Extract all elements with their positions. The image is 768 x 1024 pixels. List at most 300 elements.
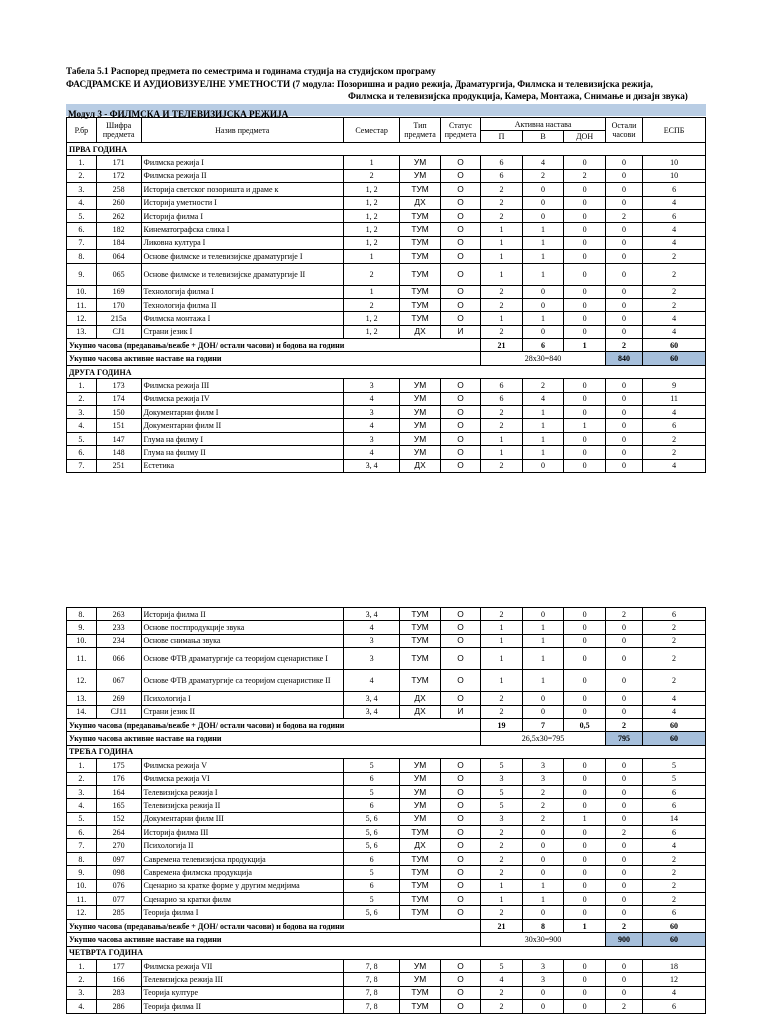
course-name: Филмска режија IV (141, 392, 343, 405)
don: 1 (564, 419, 606, 432)
course-status: О (440, 866, 480, 879)
table-row (67, 812, 706, 825)
row-number: 9. (67, 263, 97, 285)
course-status: О (440, 973, 480, 986)
don: 0 (564, 692, 606, 705)
course-type: УМ (400, 785, 440, 798)
other-hours: 0 (605, 298, 642, 311)
other-hours: 0 (605, 634, 642, 647)
course-status: О (440, 785, 480, 798)
course-code: 270 (96, 839, 141, 852)
espb: 4 (643, 325, 706, 338)
semester: 6 (343, 799, 399, 812)
semester: 1, 2 (343, 223, 399, 236)
course-name: Историја уметности I (141, 196, 343, 209)
course-code: 147 (96, 432, 141, 445)
table-row (67, 446, 706, 459)
course-code: 175 (96, 759, 141, 772)
don: 0 (564, 156, 606, 169)
course-type: УМ (400, 759, 440, 772)
don: 0 (564, 621, 606, 634)
other-hours: 0 (605, 785, 642, 798)
semester: 1 (343, 156, 399, 169)
course-code: 215а (96, 312, 141, 325)
other-hours: 0 (605, 263, 642, 285)
lectures: 1 (481, 893, 523, 906)
other-hours: 0 (605, 986, 642, 999)
course-status: О (440, 285, 480, 298)
don: 0 (564, 446, 606, 459)
row-number: 6. (67, 446, 97, 459)
semester: 3, 4 (343, 608, 399, 621)
course-code: 067 (96, 670, 141, 692)
course-name: Страни језик I (141, 325, 343, 338)
lectures: 5 (481, 785, 523, 798)
other-hours: 0 (605, 812, 642, 825)
course-type: ДХ (400, 459, 440, 472)
active-hours-formula: 28x30=840 (481, 352, 606, 365)
other-hours: 0 (605, 852, 642, 865)
other-hours: 0 (605, 325, 642, 338)
course-type: ДХ (400, 839, 440, 852)
table-row (67, 298, 706, 311)
course-name: Филмска режија I (141, 156, 343, 169)
course-type: ТУМ (400, 183, 440, 196)
course-status: О (440, 432, 480, 445)
course-code: 264 (96, 826, 141, 839)
exercises: 3 (522, 759, 564, 772)
exercises: 1 (522, 634, 564, 647)
row-number: 8. (67, 852, 97, 865)
totals-value: 6 (522, 339, 564, 352)
exercises: 0 (522, 459, 564, 472)
lectures: 1 (481, 263, 523, 285)
row-number: 6. (67, 223, 97, 236)
row-number: 14. (67, 705, 97, 718)
row-number: 8. (67, 250, 97, 263)
course-name: Документарни филм II (141, 419, 343, 432)
other-hours: 0 (605, 705, 642, 718)
course-code: 173 (96, 379, 141, 392)
course-name: Ликовна култура I (141, 236, 343, 249)
course-name: Сценарио за кратке форме у другим медијима (141, 879, 343, 892)
course-status: О (440, 156, 480, 169)
don: 0 (564, 705, 606, 718)
other-hours: 0 (605, 312, 642, 325)
don: 0 (564, 799, 606, 812)
row-number: 6. (67, 826, 97, 839)
don: 0 (564, 866, 606, 879)
exercises: 0 (522, 183, 564, 196)
table-row (67, 196, 706, 209)
espb: 2 (643, 634, 706, 647)
course-name: Телевизијска режија II (141, 799, 343, 812)
table-row (67, 392, 706, 405)
course-status: О (440, 879, 480, 892)
course-status: О (440, 392, 480, 405)
course-name: Савремена филмска продукција (141, 866, 343, 879)
row-number: 1. (67, 759, 97, 772)
don: 0 (564, 772, 606, 785)
course-type: ТУМ (400, 634, 440, 647)
semester: 5, 6 (343, 839, 399, 852)
course-type: УМ (400, 392, 440, 405)
lectures: 1 (481, 634, 523, 647)
semester: 1, 2 (343, 325, 399, 338)
col-ostali: Остали часови (605, 118, 642, 143)
course-code: 286 (96, 1000, 141, 1013)
course-code: 283 (96, 986, 141, 999)
course-status: О (440, 419, 480, 432)
espb: 6 (643, 608, 706, 621)
exercises: 3 (522, 772, 564, 785)
exercises: 0 (522, 1000, 564, 1013)
semester: 1, 2 (343, 236, 399, 249)
semester: 6 (343, 852, 399, 865)
course-status: О (440, 621, 480, 634)
other-hours: 0 (605, 959, 642, 972)
other-hours: 2 (605, 1000, 642, 1013)
semester: 3, 4 (343, 705, 399, 718)
year-title: ЧЕТВРТА ГОДИНА (67, 946, 706, 959)
espb: 4 (643, 406, 706, 419)
year-title: ДРУГА ГОДИНА (67, 365, 706, 378)
exercises: 1 (522, 419, 564, 432)
course-code: 184 (96, 236, 141, 249)
table-row (67, 419, 706, 432)
course-type: ТУМ (400, 236, 440, 249)
course-name: Основе снимања звука (141, 634, 343, 647)
col-p: П (481, 131, 523, 143)
course-code: 233 (96, 621, 141, 634)
active-hours-total: 900 (605, 933, 642, 946)
espb: 4 (643, 705, 706, 718)
course-status: О (440, 196, 480, 209)
don: 0 (564, 263, 606, 285)
lectures: 1 (481, 223, 523, 236)
semester: 3 (343, 634, 399, 647)
lectures: 6 (481, 156, 523, 169)
course-type: ТУМ (400, 312, 440, 325)
course-name: Историја филма III (141, 826, 343, 839)
table-row (67, 621, 706, 634)
lectures: 2 (481, 209, 523, 222)
col-naziv: Назив предмета (141, 118, 343, 143)
lectures: 5 (481, 959, 523, 972)
course-name: Теорија филма I (141, 906, 343, 919)
row-number: 7. (67, 839, 97, 852)
course-type: ДХ (400, 325, 440, 338)
course-type: ТУМ (400, 223, 440, 236)
totals-value: 60 (643, 339, 706, 352)
course-type: ТУМ (400, 906, 440, 919)
row-number: 5. (67, 209, 97, 222)
espb: 6 (643, 826, 706, 839)
course-code: 171 (96, 156, 141, 169)
totals-label: Укупно часова (предавања/вежбе + ДОН/ остали часови) и бодова на години (67, 919, 481, 932)
course-name: Кинематографска слика I (141, 223, 343, 236)
course-code: 097 (96, 852, 141, 865)
course-code: 165 (96, 799, 141, 812)
don: 0 (564, 959, 606, 972)
lectures: 2 (481, 459, 523, 472)
don: 0 (564, 196, 606, 209)
course-type: ТУМ (400, 263, 440, 285)
espb: 2 (643, 852, 706, 865)
year2-body (67, 365, 706, 472)
lectures: 4 (481, 973, 523, 986)
table-row (67, 852, 706, 865)
semester: 7, 8 (343, 973, 399, 986)
don: 0 (564, 893, 606, 906)
course-name: Основе постпродукције звука (141, 621, 343, 634)
col-tip: Тип предмета (400, 118, 440, 143)
course-name: Психологија II (141, 839, 343, 852)
course-name: Историја филма II (141, 608, 343, 621)
other-hours: 0 (605, 879, 642, 892)
don: 0 (564, 785, 606, 798)
table-caption: Табела 5.1 Распоред предмета по семестрима и годинама студија на студијском програму (66, 66, 436, 76)
active-hours-total: 840 (605, 352, 642, 365)
don: 0 (564, 312, 606, 325)
course-code: 234 (96, 634, 141, 647)
course-code: 263 (96, 608, 141, 621)
course-code: 260 (96, 196, 141, 209)
lectures: 6 (481, 379, 523, 392)
espb: 2 (643, 298, 706, 311)
col-espb: ЕСПБ (643, 118, 706, 143)
table-row (67, 209, 706, 222)
totals-label: Укупно часова (предавања/вежбе + ДОН/ остали часови) и бодова на години (67, 718, 481, 731)
other-hours: 0 (605, 285, 642, 298)
semester: 2 (343, 298, 399, 311)
lectures: 2 (481, 866, 523, 879)
espb: 6 (643, 209, 706, 222)
exercises: 2 (522, 785, 564, 798)
course-name: Филмска режија III (141, 379, 343, 392)
exercises: 0 (522, 852, 564, 865)
lectures: 1 (481, 446, 523, 459)
course-type: ТУМ (400, 621, 440, 634)
table-row (67, 285, 706, 298)
course-status: О (440, 250, 480, 263)
don: 0 (564, 236, 606, 249)
lectures: 1 (481, 312, 523, 325)
espb: 10 (643, 169, 706, 182)
espb: 4 (643, 459, 706, 472)
course-type: ТУМ (400, 879, 440, 892)
course-type: ТУМ (400, 250, 440, 263)
espb: 4 (643, 223, 706, 236)
course-status: О (440, 379, 480, 392)
course-code: 066 (96, 648, 141, 670)
exercises: 0 (522, 866, 564, 879)
espb: 6 (643, 1000, 706, 1013)
row-number: 8. (67, 608, 97, 621)
row-number: 12. (67, 670, 97, 692)
course-name: Филмска режија VII (141, 959, 343, 972)
course-code: 170 (96, 298, 141, 311)
course-status: О (440, 799, 480, 812)
don: 0 (564, 298, 606, 311)
table-row (67, 705, 706, 718)
exercises: 1 (522, 446, 564, 459)
totals-value: 2 (605, 718, 642, 731)
table-row (67, 959, 706, 972)
other-hours: 0 (605, 648, 642, 670)
table-row (67, 973, 706, 986)
row-number: 4. (67, 196, 97, 209)
course-type: ТУМ (400, 986, 440, 999)
course-type: ТУМ (400, 608, 440, 621)
row-number: 2. (67, 973, 97, 986)
other-hours: 0 (605, 236, 642, 249)
row-number: 7. (67, 459, 97, 472)
semester: 5 (343, 759, 399, 772)
exercises: 4 (522, 392, 564, 405)
exercises: 0 (522, 196, 564, 209)
other-hours: 0 (605, 459, 642, 472)
semester: 3 (343, 432, 399, 445)
espb: 14 (643, 812, 706, 825)
course-type: ТУМ (400, 648, 440, 670)
other-hours: 0 (605, 692, 642, 705)
don: 2 (564, 169, 606, 182)
course-name: Страни језик II (141, 705, 343, 718)
course-name: Основе ФТВ драматургије са теоријом сценаристике I (141, 648, 343, 670)
row-number: 11. (67, 893, 97, 906)
course-code: 251 (96, 459, 141, 472)
exercises: 1 (522, 312, 564, 325)
course-status: О (440, 406, 480, 419)
exercises: 3 (522, 959, 564, 972)
lectures: 1 (481, 621, 523, 634)
semester: 5 (343, 893, 399, 906)
course-status: О (440, 648, 480, 670)
table-row (67, 1000, 706, 1013)
semester: 7, 8 (343, 986, 399, 999)
course-code: 262 (96, 209, 141, 222)
don: 0 (564, 906, 606, 919)
course-status: О (440, 446, 480, 459)
lectures: 2 (481, 419, 523, 432)
don: 0 (564, 406, 606, 419)
lectures: 1 (481, 250, 523, 263)
course-name: Савремена телевизијска продукција (141, 852, 343, 865)
row-number: 3. (67, 785, 97, 798)
exercises: 1 (522, 263, 564, 285)
exercises: 1 (522, 236, 564, 249)
active-hours-espb: 60 (643, 352, 706, 365)
semester: 5 (343, 785, 399, 798)
espb: 6 (643, 183, 706, 196)
year-title-row (67, 365, 706, 378)
course-code: 166 (96, 973, 141, 986)
lectures: 2 (481, 705, 523, 718)
exercises: 1 (522, 223, 564, 236)
course-code: 152 (96, 812, 141, 825)
year-title-row (67, 143, 706, 156)
course-type: ДХ (400, 196, 440, 209)
course-status: О (440, 183, 480, 196)
exercises: 2 (522, 799, 564, 812)
row-number: 5. (67, 432, 97, 445)
don: 0 (564, 1000, 606, 1013)
row-number: 13. (67, 692, 97, 705)
course-type: ТУМ (400, 866, 440, 879)
exercises: 0 (522, 839, 564, 852)
lectures: 1 (481, 236, 523, 249)
module-title: Модул 3 - ФИЛМСКА И ТЕЛЕВИЗИЈСКА РЕЖИЈА (68, 109, 289, 119)
course-status: О (440, 759, 480, 772)
active-hours-label: Укупно часова активне наставе на години (67, 352, 481, 365)
course-type: УМ (400, 379, 440, 392)
table-row (67, 312, 706, 325)
semester: 4 (343, 392, 399, 405)
lectures: 1 (481, 432, 523, 445)
course-status: О (440, 852, 480, 865)
table-row (67, 785, 706, 798)
lectures: 1 (481, 879, 523, 892)
lectures: 2 (481, 325, 523, 338)
semester: 3, 4 (343, 692, 399, 705)
totals-value: 19 (481, 718, 523, 731)
course-type: ТУМ (400, 285, 440, 298)
col-v: В (522, 131, 564, 143)
course-name: Глума на филму I (141, 432, 343, 445)
col-don: ДОН (564, 131, 606, 143)
year1-body (67, 143, 706, 366)
other-hours: 0 (605, 906, 642, 919)
course-status: О (440, 312, 480, 325)
table-row (67, 759, 706, 772)
semester: 1 (343, 285, 399, 298)
course-code: 148 (96, 446, 141, 459)
espb: 4 (643, 236, 706, 249)
totals-value: 1 (564, 339, 606, 352)
lectures: 2 (481, 839, 523, 852)
course-code: 177 (96, 959, 141, 972)
semester: 4 (343, 446, 399, 459)
other-hours: 2 (605, 209, 642, 222)
exercises: 0 (522, 705, 564, 718)
active-hours-espb: 60 (643, 933, 706, 946)
lectures: 5 (481, 799, 523, 812)
course-type: УМ (400, 812, 440, 825)
don: 0 (564, 759, 606, 772)
course-name: Основе филмске и телевизијске драматургије I (141, 250, 343, 263)
semester: 4 (343, 419, 399, 432)
espb: 5 (643, 772, 706, 785)
row-number: 13. (67, 325, 97, 338)
lectures: 6 (481, 392, 523, 405)
don: 0 (564, 648, 606, 670)
totals-row (67, 919, 706, 932)
active-hours-formula: 30x30=900 (481, 933, 606, 946)
active-hours-label: Укупно часова активне наставе на години (67, 933, 481, 946)
course-code: 098 (96, 866, 141, 879)
course-status: О (440, 692, 480, 705)
don: 1 (564, 812, 606, 825)
espb: 4 (643, 986, 706, 999)
course-code: 176 (96, 772, 141, 785)
totals-value: 60 (643, 919, 706, 932)
other-hours: 0 (605, 446, 642, 459)
row-number: 1. (67, 959, 97, 972)
semester: 1, 2 (343, 209, 399, 222)
year3-body (67, 745, 706, 946)
module-bar (66, 104, 706, 119)
